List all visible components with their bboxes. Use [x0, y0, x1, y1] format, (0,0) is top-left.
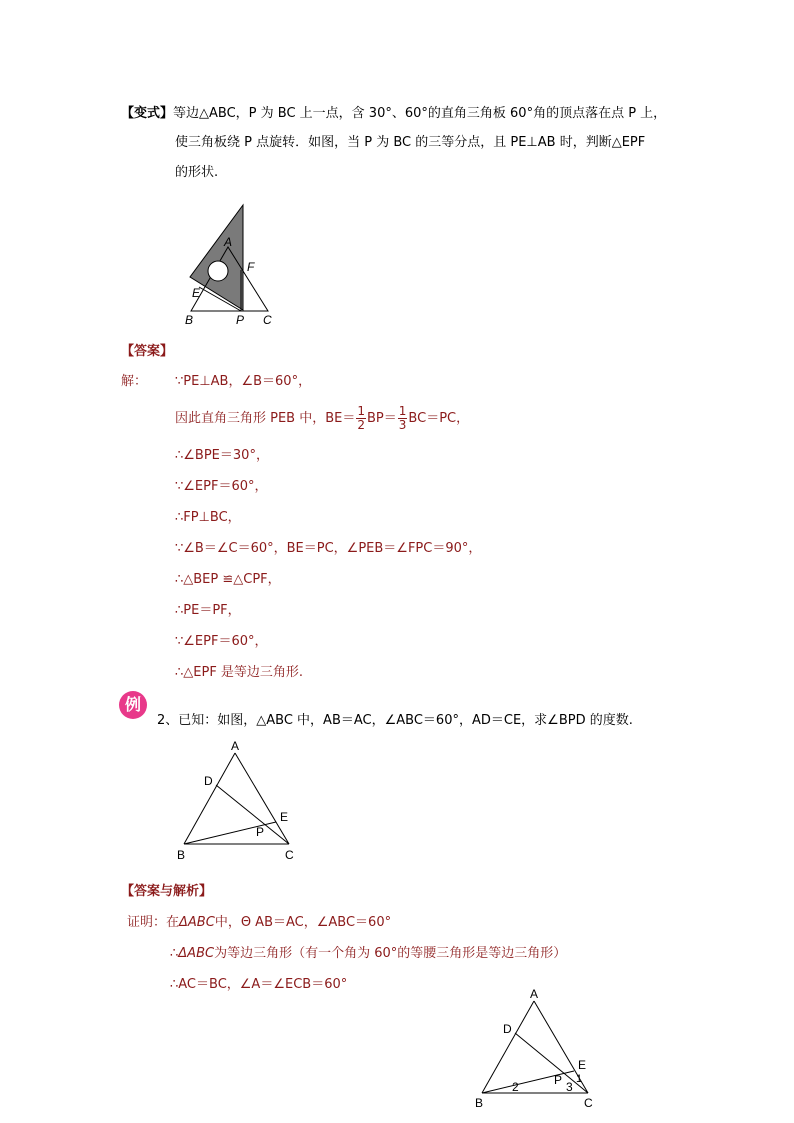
side-ab — [184, 753, 235, 844]
variant-line-1 — [121, 105, 666, 123]
answer2-line-1-tri: ΔABC — [179, 915, 215, 930]
answer1-step-2: ∵∠EPF＝60°， — [175, 479, 268, 494]
variant-line-3: 的形状. — [175, 165, 219, 180]
label-a: A — [224, 235, 233, 249]
variant-tag: 【变式】 — [121, 106, 174, 121]
answer2-line-1-post: 中，Θ AB＝AC，∠ABC＝60° — [214, 915, 392, 930]
answer2-line-1 — [127, 914, 391, 932]
variant-text-1: 等边△ABC，P 为 BC 上一点，含 30°、60°的直角三角板 60°角的顶点落在点 P 上， — [173, 106, 667, 121]
label-e: E — [280, 810, 289, 824]
example-badge: 例 — [119, 691, 147, 719]
fraction-third — [398, 405, 408, 432]
answer1-step-7: ∵∠EPF＝60°， — [175, 634, 268, 649]
fraction-half-num: 1 — [357, 404, 366, 418]
label-p: P — [554, 1073, 563, 1087]
label-e: E — [578, 1058, 587, 1072]
answer2-heading: 【答案与解析】 — [121, 884, 213, 899]
label-c: C — [263, 313, 272, 327]
answer1-line-1: ∵PE⊥AB，∠B＝60°， — [175, 374, 312, 389]
label-b: B — [475, 1096, 484, 1110]
side-ab — [482, 1001, 534, 1093]
answer1-heading: 【答案】 — [121, 344, 174, 359]
angle-label-1: 1 — [576, 1073, 583, 1085]
answer1-line-2 — [175, 399, 469, 439]
answer2-figure — [470, 985, 600, 1113]
example2-text: 2、已知：如图，△ABC 中，AB＝AC，∠ABC＝60°，AD＝CE，求∠BPD 的度数. — [157, 713, 633, 728]
angle-label-2: 2 — [512, 1080, 519, 1094]
fraction-third-num: 1 — [398, 404, 407, 418]
answer1-step-6: ∴PE＝PF， — [175, 603, 241, 618]
answer1-step-5: ∴△BEP ≌△CPF， — [175, 572, 281, 587]
variant-figure — [178, 198, 288, 332]
answer1-jie: 解： — [121, 374, 148, 389]
set-square-hole — [208, 261, 228, 281]
label-p: P — [236, 313, 245, 327]
answer1-step-4: ∵∠B＝∠C＝60°，BE＝PC，∠PEB＝∠FPC＝90°， — [175, 541, 482, 556]
answer2-line-2 — [170, 945, 566, 963]
answer2-line-3: ∴AC＝BC，∠A＝∠ECB＝60° — [170, 977, 348, 992]
label-c: C — [584, 1096, 593, 1110]
fraction-half — [356, 405, 366, 432]
label-d: D — [204, 774, 213, 788]
example2-figure — [170, 735, 310, 865]
label-e: E — [192, 286, 201, 300]
label-c: C — [285, 848, 294, 862]
answer1-step-1: ∴∠BPE＝30°， — [175, 448, 269, 463]
answer1-line-2-mid: BP＝ — [367, 411, 397, 426]
label-p: P — [256, 825, 265, 839]
answer2-line-2-tri: ΔABC — [178, 946, 215, 961]
answer2-line-1-pre: 证明：在 — [127, 915, 180, 930]
angle-label-3: 3 — [566, 1080, 573, 1094]
variant-line-2: 使三角板绕 P 点旋转．如图，当 P 为 BC 的三等分点，且 PE⊥AB 时，判断△EPF — [175, 135, 646, 150]
answer2-line-2-pre: ∴ — [170, 946, 179, 961]
fraction-half-den: 2 — [357, 418, 366, 432]
label-d: D — [503, 1022, 512, 1036]
segment-cd — [216, 785, 289, 844]
answer1-step-3: ∴FP⊥BC， — [175, 510, 241, 525]
answer1-line-2-pre: 因此直角三角形 PEB 中，BE＝ — [175, 411, 356, 426]
answer1-step-8: ∴△EPF 是等边三角形. — [175, 665, 304, 680]
label-b: B — [177, 848, 186, 862]
fraction-third-den: 3 — [398, 418, 407, 432]
answer2-line-2-post: 为等边三角形（有一个角为 60°的等腰三角形是等边三角形） — [214, 946, 567, 961]
label-a: A — [231, 739, 240, 753]
answer1-line-2-post: BC＝PC， — [408, 411, 470, 426]
label-b: B — [185, 313, 194, 327]
label-f: F — [247, 260, 255, 274]
label-a: A — [530, 987, 539, 1001]
